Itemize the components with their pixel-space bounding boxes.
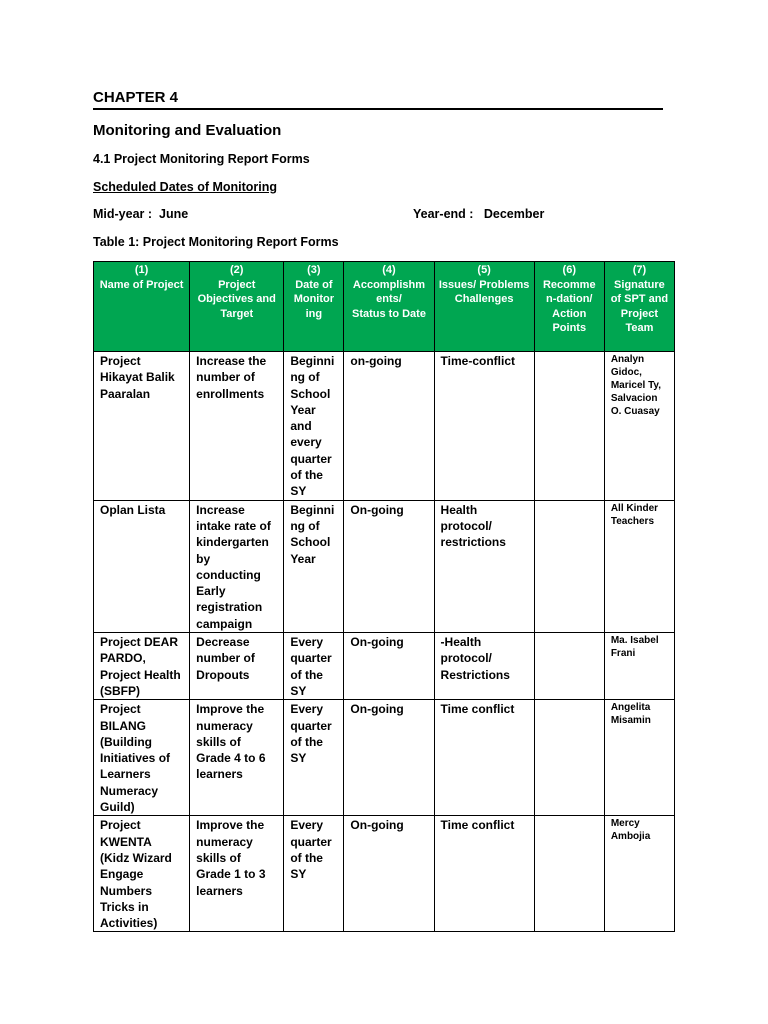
header-text: (2) Project Objectives and Target — [197, 264, 276, 320]
cell-date: Every quarter of the SY — [284, 633, 344, 700]
midyear-value: June — [159, 207, 189, 221]
cell-project-name: Project BILANG (Building Initiatives of Learners Numeracy Guild) — [94, 700, 190, 816]
header-text: (6) Recomme n-dation/ Action Points — [542, 264, 596, 334]
cell-status: On-going — [344, 816, 434, 932]
header-date-of-monitoring — [284, 262, 344, 352]
cell-objective: Improve the numeracy skills of Grade 4 to 6 learners — [190, 700, 284, 816]
cell-recommendation — [534, 500, 604, 632]
cell-signature: Angelita Misamin — [604, 700, 674, 816]
cell-date: Every quarter of the SY — [284, 700, 344, 816]
cell-status: On-going — [344, 500, 434, 632]
cell-project-name: Project KWENTA (Kidz Wizard Engage Numbers Tricks in Activities) — [94, 816, 190, 932]
cell-project-name: Project Hikayat Balik Paaralan — [94, 352, 190, 501]
cell-date: Every quarter of the SY — [284, 816, 344, 932]
yearend-entry — [413, 207, 544, 221]
cell-recommendation — [534, 816, 604, 932]
header-signature — [604, 262, 674, 352]
cell-status: On-going — [344, 633, 434, 700]
header-recommendation — [534, 262, 604, 352]
cell-issues: Health protocol/ restrictions — [434, 500, 534, 632]
cell-signature: All Kinder Teachers — [604, 500, 674, 632]
schedule-heading: Scheduled Dates of Monitoring — [93, 180, 278, 194]
table-caption: Table 1: Project Monitoring Report Forms — [93, 235, 339, 249]
cell-objective: Increase the number of enrollments — [190, 352, 284, 501]
header-text: (3) Date of Monitor ing — [293, 264, 335, 320]
cell-objective: Decrease number of Dropouts — [190, 633, 284, 700]
header-name-of-project — [94, 262, 190, 352]
cell-recommendation — [534, 700, 604, 816]
cell-objective: Increase intake rate of kindergarten by conducting Early registration campaign — [190, 500, 284, 632]
header-objectives — [190, 262, 284, 352]
cell-recommendation — [534, 633, 604, 700]
midyear-label: Mid-year : — [93, 207, 153, 221]
cell-project-name: Project DEAR PARDO, Project Health (SBFP) — [94, 633, 190, 700]
yearend-value: December — [483, 207, 545, 221]
cell-signature: Ma. Isabel Frani — [604, 633, 674, 700]
yearend-label: Year-end : — [413, 207, 474, 221]
subsection-title: 4.1 Project Monitoring Report Forms — [93, 152, 310, 166]
cell-date: Beginni ng of School Year and every quarter of the SY — [284, 352, 344, 501]
cell-status: On-going — [344, 700, 434, 816]
table-row — [94, 633, 675, 700]
header-text: (5) Issues/ Problems Challenges — [438, 264, 530, 305]
table-row — [94, 816, 675, 932]
table-row — [94, 500, 675, 632]
header-text: (4) Accomplishm ents/ Status to Date — [351, 264, 426, 320]
cell-issues: Time conflict — [434, 816, 534, 932]
header-text: (7) Signature of SPT and Project Team — [610, 264, 669, 334]
cell-signature: Analyn Gidoc, Maricel Ty, Salvacion O. Cuasay — [604, 352, 674, 501]
chapter-heading: CHAPTER 4 — [93, 89, 663, 110]
table-row — [94, 352, 675, 501]
cell-issues: -Health protocol/ Restrictions — [434, 633, 534, 700]
cell-signature: Mercy Ambojia — [604, 816, 674, 932]
cell-status: on-going — [344, 352, 434, 501]
header-issues — [434, 262, 534, 352]
table-header-row — [94, 262, 675, 352]
header-text: (1) Name of Project — [99, 264, 184, 291]
header-accomplishments — [344, 262, 434, 352]
cell-project-name: Oplan Lista — [94, 500, 190, 632]
table-row — [94, 700, 675, 816]
cell-issues: Time conflict — [434, 700, 534, 816]
cell-issues: Time-conflict — [434, 352, 534, 501]
cell-objective: Improve the numeracy skills of Grade 1 to 3 learners — [190, 816, 284, 932]
cell-date: Beginni ng of School Year — [284, 500, 344, 632]
cell-recommendation — [534, 352, 604, 501]
section-title: Monitoring and Evaluation — [93, 122, 282, 139]
midyear-entry — [93, 207, 188, 221]
monitoring-report-table — [93, 261, 675, 932]
